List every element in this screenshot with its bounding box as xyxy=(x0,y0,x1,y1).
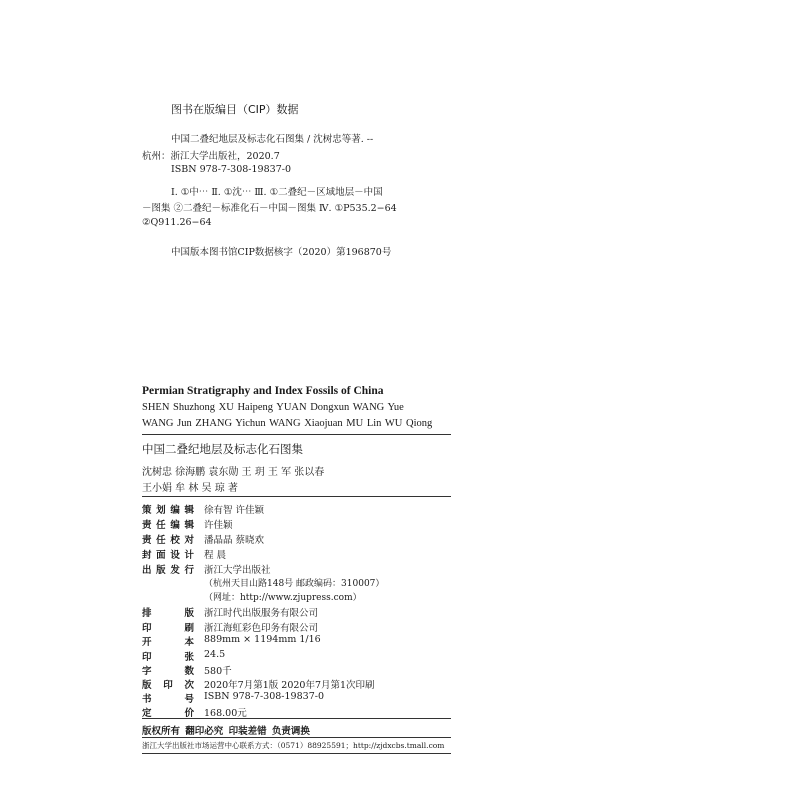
credit-label: 排版 xyxy=(142,608,194,619)
credit-label: 印刷 xyxy=(142,623,194,634)
credit-value: 24.5 xyxy=(204,649,226,660)
divider-final xyxy=(142,753,451,754)
credit-label: 开本 xyxy=(142,637,194,648)
chinese-title: 中国二叠纪地层及标志化石图集 xyxy=(142,442,303,456)
credit-value: ISBN 978-7-308-19837-0 xyxy=(204,691,324,702)
credit-value: 889mm × 1194mm 1/16 xyxy=(204,634,321,645)
publisher-address: （杭州天目山路148号 邮政编码：310007） xyxy=(204,579,385,589)
cip-heading: 图书在版编目（CIP）数据 xyxy=(171,103,299,116)
credit-value: 580千 xyxy=(204,666,232,677)
copyright-notice: 版权所有 翻印必究 印装差错 负责调换 xyxy=(142,726,310,737)
chinese-authors-line-2: 王小娟 牟 林 吴 琼 著 xyxy=(142,483,238,494)
credit-value: 2020年7月第1版 2020年7月第1次印刷 xyxy=(204,680,375,691)
credit-label: 责任校对 xyxy=(142,535,194,546)
cip-class-2: －图集 ②二叠纪－标准化石－中国－图集 Ⅳ. ①P535.2−64 xyxy=(142,203,397,214)
credit-value: 浙江时代出版服务有限公司 xyxy=(204,608,319,619)
publisher-contact: 浙江大学出版社市场运营中心联系方式：（0571）88925591；http://zjdxcbs.tmall.com xyxy=(142,741,445,750)
credit-label: 策划编辑 xyxy=(142,505,194,516)
cip-line-3: ISBN 978-7-308-19837-0 xyxy=(171,164,291,175)
credit-value: 浙江大学出版社 xyxy=(204,565,271,576)
credit-value: 168.00元 xyxy=(204,708,247,719)
divider-top xyxy=(142,434,451,435)
divider-middle xyxy=(142,496,451,497)
cip-line-2: 杭州：浙江大学出版社，2020.7 xyxy=(142,151,280,162)
cip-line-1: 中国二叠纪地层及标志化石图集 / 沈树忠等著. -- xyxy=(171,134,374,145)
publisher-website: （网址：http://www.zjupress.com） xyxy=(204,593,362,603)
cip-class-1: Ⅰ. ①中⋯ Ⅱ. ①沈⋯ Ⅲ. ①二叠纪－区域地层－中国 xyxy=(171,187,383,198)
cip-approval-number: 中国版本图书馆CIP数据核字（2020）第196870号 xyxy=(171,247,392,258)
credit-value: 许佳颖 xyxy=(204,520,233,531)
credit-label: 定价 xyxy=(142,708,194,719)
credit-value: 潘晶晶 蔡晓欢 xyxy=(204,535,265,546)
english-title: Permian Stratigraphy and Index Fossils of China xyxy=(142,385,384,397)
chinese-authors-line-1: 沈树忠 徐海鹏 袁东勋 王 玥 王 军 张以春 xyxy=(142,467,325,478)
cip-class-3: ②Q911.26−64 xyxy=(142,217,212,228)
credit-label: 责任编辑 xyxy=(142,520,194,531)
divider-bottom xyxy=(142,718,451,719)
credit-label: 字数 xyxy=(142,666,194,677)
credit-label: 出版发行 xyxy=(142,565,194,576)
credit-label: 书号 xyxy=(142,694,194,705)
english-authors-line-1: SHEN Shuzhong XU Haipeng YUAN Dongxun WANG Yue xyxy=(142,402,404,413)
credit-value: 程 晨 xyxy=(204,550,227,561)
credit-value: 徐有智 许佳颖 xyxy=(204,505,265,516)
credit-value: 浙江海虹彩色印务有限公司 xyxy=(204,623,319,634)
divider-footer xyxy=(142,737,451,738)
english-authors-line-2: WANG Jun ZHANG Yichun WANG Xiaojuan MU Lin WU Qiong xyxy=(142,418,433,429)
credit-label: 版印次 xyxy=(142,680,194,691)
credit-label: 封面设计 xyxy=(142,550,194,561)
credit-label: 印张 xyxy=(142,652,194,663)
